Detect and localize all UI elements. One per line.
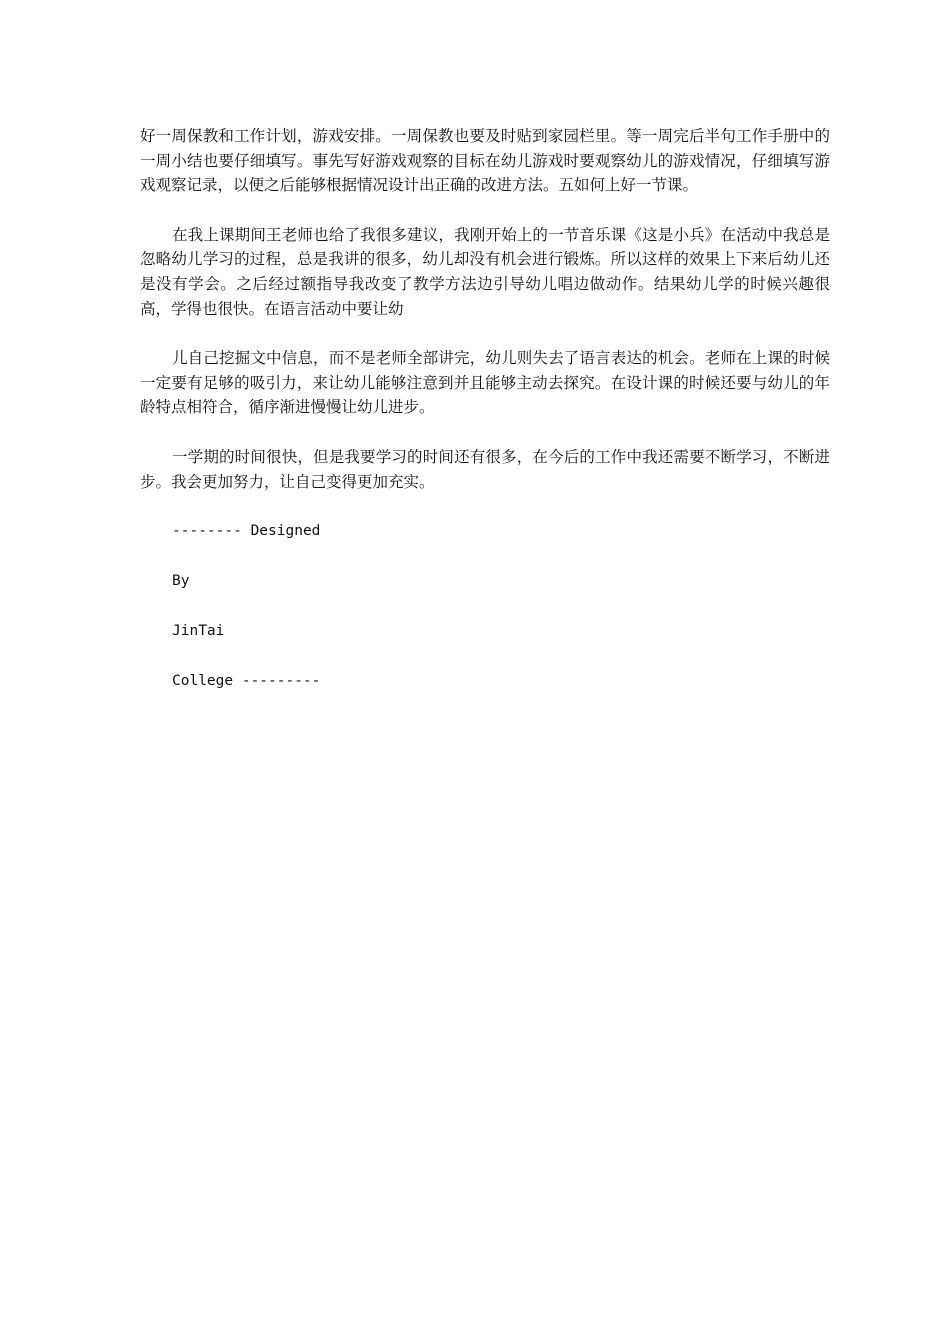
paragraph-semester-summary: 一学期的时间很快，但是我要学习的时间还有很多，在今后的工作中我还需要不断学习，不断进步。我会更加努力，让自己变得更加充实。 bbox=[140, 447, 830, 491]
paragraph-music-lesson: 在我上课期间王老师也给了我很多建议，我刚开始上的一节音乐课《这是小兵》在活动中我总是忽略幼儿学习的过程，总是我讲的很多，幼儿却没有机会进行锻炼。所以这样的效果上下来后幼儿还是没有学会。之后经过额指导我改变了教学方法边引导幼儿唱边做动作。结果幼儿学的时候兴趣很高，学得也很快。在语言活动中要让幼 bbox=[140, 225, 830, 318]
paragraph-language-activity: 儿自己挖掘文中信息，而不是老师全部讲完，幼儿则失去了语言表达的机会。老师在上课的时候一定要有足够的吸引力，来让幼儿能够注意到并且能够主动去探究。在设计课的时候还要与幼儿的年龄特点相符合，循序渐进慢慢让幼儿进步。 bbox=[140, 349, 830, 417]
signature-line-college: College --------- bbox=[172, 673, 321, 690]
signature-line-designed: -------- Designed bbox=[172, 523, 321, 540]
signature-line-jintai: JinTai bbox=[172, 623, 225, 640]
signature-line-by: By bbox=[172, 573, 190, 590]
paragraph-weekly-plan: 好一周保教和工作计划，游戏安排。一周保教也要及时贴到家园栏里。等一周完后半句工作手册中的一周小结也要仔细填写。事先写好游戏观察的目标在幼儿游戏时要观察幼儿的游戏情况，仔细填写游戏观察记录，以便之后能够根据情况设计出正确的改进方法。五如何上好一节课。 bbox=[140, 127, 830, 195]
document-body bbox=[140, 124, 830, 719]
